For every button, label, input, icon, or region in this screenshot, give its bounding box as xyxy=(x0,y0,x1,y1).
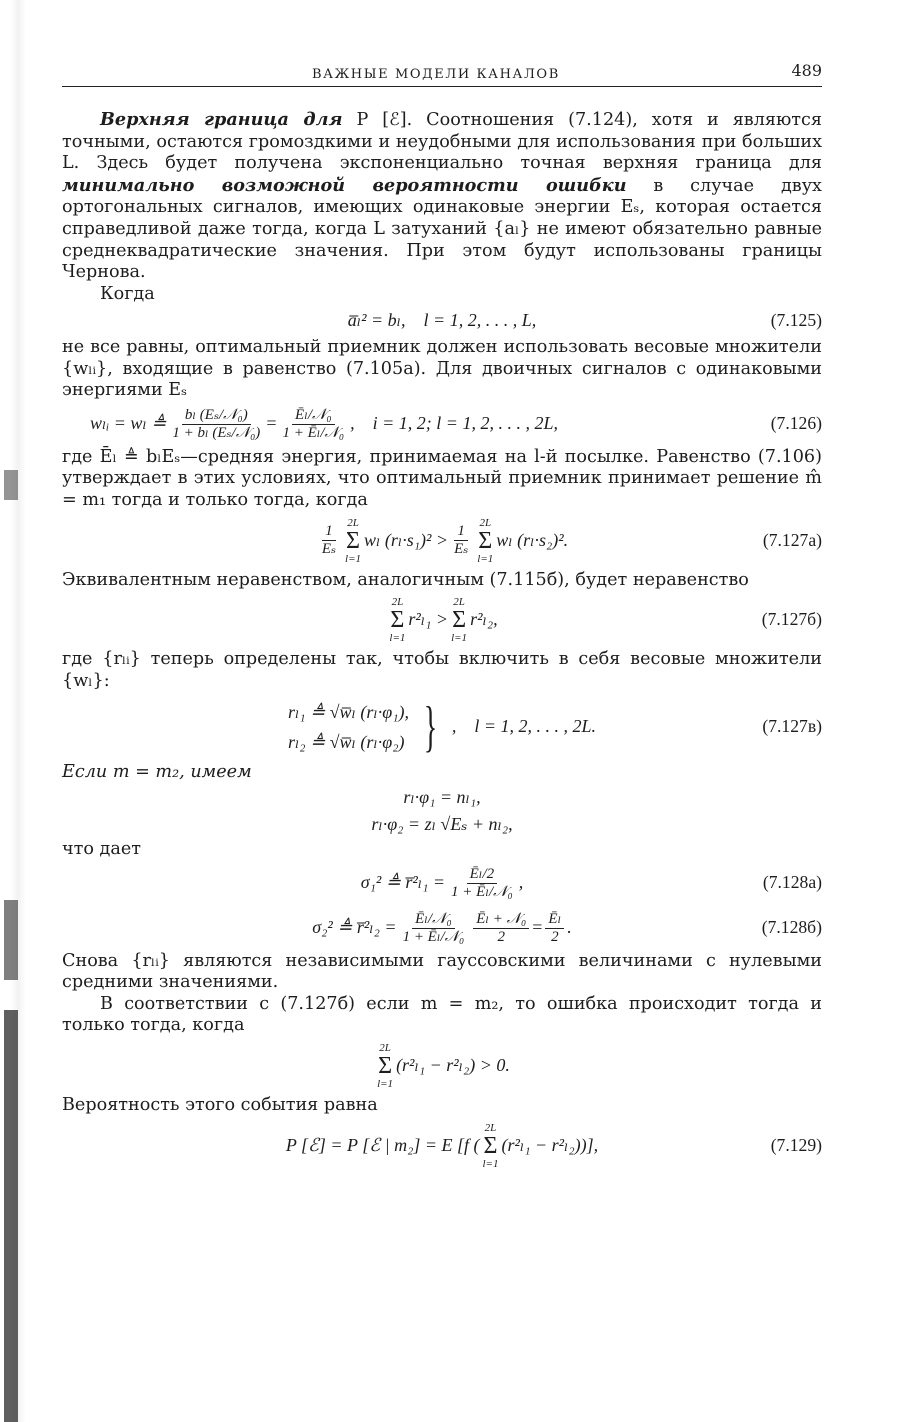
fraction: $\frac{1}{\text{Eₛ}}$ xyxy=(321,523,337,557)
scan-artifact xyxy=(4,900,18,980)
paragraph-weights: не все равны, оптимальный приемник должен использовать весовые множители {wₗᵢ}, входящие в равенство (7.105а). Для двоичных сигналов с одинаковыми энергиями Eₛ xyxy=(62,336,822,401)
fraction: $\frac{\text{Ēₗ/𝒩₀}}{\text{1 + Ēₗ/𝒩₀}}$ xyxy=(282,406,345,441)
summation: 2L Σ l=1 xyxy=(377,1042,394,1091)
equation-m2-projection-1: rₗ·φ₁ = nₗ₁, xyxy=(403,786,481,807)
running-header xyxy=(62,60,822,82)
fraction: $\frac{1}{\text{Eₛ}}$ xyxy=(454,523,469,557)
book-page xyxy=(62,60,822,1175)
paragraph-gaussian: Снова {rₗᵢ} являются независимыми гауссовскими величинами с нулевыми средними значениями. xyxy=(62,950,822,993)
equation-7-125: a̅ₗ² = bₗ, l = 1, 2, . . . , L, (7.125) xyxy=(347,310,822,331)
equation-number: (7.125) xyxy=(770,310,822,331)
equation-7-126: wₗᵢ = wₗ ≜ $\frac{\text{bₗ (Eₛ/𝒩₀)}}{\text{1 + bₗ (Eₛ/𝒩₀)}}$ = $\frac{\text{Ēₗ/𝒩₀}}{\text{1 + Ēₗ/𝒩₀}}$ , i = 1, 2; l = 1, 2, . . . , 2L, (7.126) xyxy=(90,406,822,441)
equation-7-128b: σ₂² ≜ r̅²ₗ₂ = $\frac{\text{Ēₗ/𝒩₀}}{\text{1 + Ēₗ/𝒩₀}}$ $\frac{\text{Ēₗ + 𝒩₀}}{2}$ = $\frac{\text{Ēₗ}}{2}$ . (7.128б) xyxy=(312,910,822,945)
equation-number: (7.127а) xyxy=(762,529,822,550)
summation: 2L Σ l=1 xyxy=(345,516,362,565)
summation: 2L Σ l=1 xyxy=(482,1121,499,1170)
section-heading: Верхняя граница для xyxy=(100,109,343,130)
fraction: $\frac{\text{bₗ (Eₛ/𝒩₀)}}{\text{1 + bₗ (Eₛ/𝒩₀)}}$ xyxy=(172,406,261,441)
equation-number: (7.129) xyxy=(770,1134,822,1155)
paragraph-mean-energy: где Ēₗ ≜ bₗEₛ—средняя энергия, принимаемая на l-й посылке. Равенство (7.106) утверждает в этих условиях, что оптимальный приемник принимает решение m̂ = m₁ тогда и только тогда, когда xyxy=(62,446,822,510)
equation-number: (7.126) xyxy=(770,413,822,434)
paragraph-when: Когда xyxy=(100,283,155,304)
equation-m2-projection-2: rₗ·φ₂ = zₗ √Eₛ + nₗ₂, xyxy=(371,814,513,835)
equation-number: (7.128а) xyxy=(762,872,822,893)
equation-7-128a: σ₁² ≜ r̅²ₗ₁ = $\frac{\text{Ēₗ/2}}{\text{1 + Ēₗ/𝒩₀}}$ , (7.128а) xyxy=(360,865,822,900)
summation: 2L Σ l=1 xyxy=(389,596,406,645)
equation-7-127a: $\frac{1}{\text{Eₛ}}$ 2L Σ l=1 wₗ (rₗ·s₁)² > $\frac{1}{\text{Eₛ}}$ 2L Σ l=1 wₗ (rₗ·s₂)². (7.127а) xyxy=(62,512,822,570)
paragraph-upper-bound: Верхняя граница для P [ℰ]. Соотношения (7.124), хотя и являются точными, остаются громоздкими и неудобными для использования при больших L. Здесь будет получена экспоненциально точная верхняя граница для минимально возможной вероятности ошибки в случае двух ортогональных сигналов, имеющих одинаковые энергии Eₛ, которая остается справедливой даже тогда, когда L затуханий {aₗ} не имеют обязательно равные среднеквадратические значения. При этом будут использованы границы Чернова. xyxy=(62,109,822,283)
scan-artifact xyxy=(4,470,18,500)
fraction: $\frac{\text{Ēₗ + 𝒩₀}}{2}$ xyxy=(473,911,529,946)
equation-7-127v: rₗ₁ ≜ √w̅ₗ (rₗ·φ₁), rₗ₂ ≜ √w̅ₗ (rₗ·φ₂) } , l = 1, 2, . . . , 2L. (7.127в) xyxy=(287,696,822,759)
fraction: $\frac{\text{Ēₗ/2}}{\text{1 + Ēₗ/𝒩₀}}$ xyxy=(451,865,513,900)
paragraph-redefine: где {rₗᵢ} теперь определены так, чтобы включить в себя весовые множители {wₗ}: xyxy=(62,649,822,691)
scan-artifact xyxy=(4,1010,18,1422)
fraction: $\frac{\text{Ēₗ/𝒩₀}}{\text{1 + Ēₗ/𝒩₀}}$ xyxy=(402,910,465,945)
equation-7-127b: 2L Σ l=1 r²ₗ₁ > 2L Σ l=1 r²ₗ₂, (7.127б) xyxy=(389,596,822,645)
summation: 2L Σ l=1 xyxy=(477,516,494,565)
equation-number: (7.127в) xyxy=(762,716,822,737)
fraction: $\frac{\text{Ēₗ}}{2}$ xyxy=(545,911,564,946)
page-number: 489 xyxy=(791,61,822,80)
paragraph-which-gives: что дает xyxy=(62,839,142,860)
paragraph-probability: Вероятность этого события равна xyxy=(62,1095,378,1116)
equation-number: (7.127б) xyxy=(761,609,822,630)
paragraph-equivalent: Эквивалентным неравенством, аналогичным (7.115б), будет неравенство xyxy=(62,569,749,590)
paragraph-if-m2: Если m = m₂, имеем xyxy=(62,762,252,783)
paragraph-error-condition: В соответствии с (7.127б) если m = m₂, то ошибка происходит тогда и только тогда, когда xyxy=(62,993,822,1036)
header-rule xyxy=(62,86,822,87)
equation-number: (7.128б) xyxy=(761,917,822,938)
emphasis-text: минимально возможной вероятности ошибки xyxy=(62,174,627,196)
equation-error-event: 2L Σ l=1 (r²ₗ₁ − r²ₗ₂) > 0. xyxy=(377,1042,510,1091)
equation-7-129: P [ℰ] = P [ℰ | m₂] = E [f ( 2L Σ l=1 (r²ₗ₁ − r²ₗ₂))], (7.129) xyxy=(285,1121,822,1170)
summation: 2L Σ l=1 xyxy=(451,596,468,645)
running-title: ВАЖНЫЕ МОДЕЛИ КАНАЛОВ xyxy=(312,67,560,82)
